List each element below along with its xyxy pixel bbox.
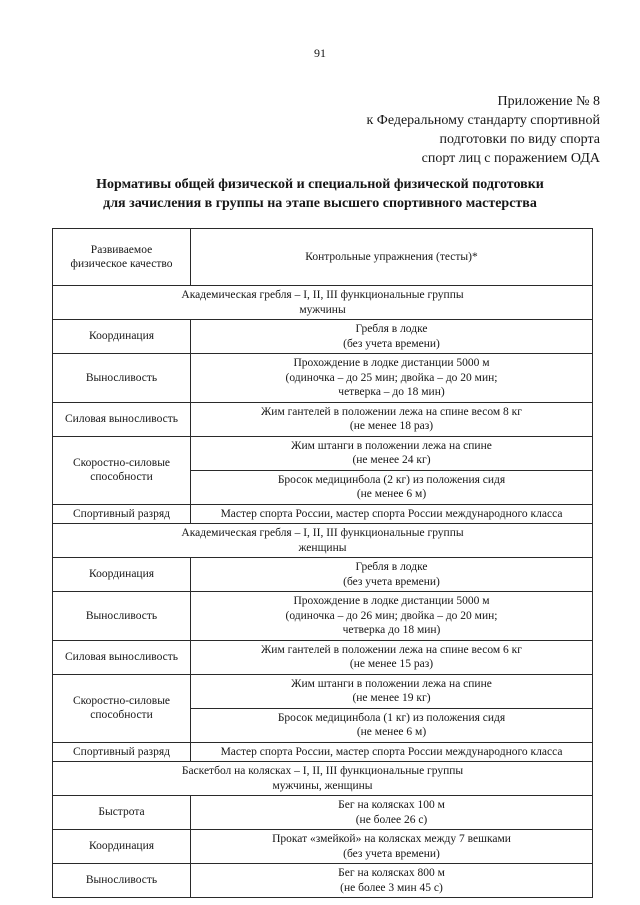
test-line: (без учета времени): [343, 847, 440, 860]
quality-cell: [53, 640, 191, 674]
test-line: Бросок медицинбола (1 кг) из положения сидя: [277, 711, 506, 724]
quality-cell: [53, 796, 191, 830]
group-header-cell: [53, 524, 593, 558]
test-line: (не более 3 мин 45 с): [340, 881, 443, 894]
quality-cell: [53, 830, 191, 864]
quality-line: Спортивный разряд: [73, 507, 170, 520]
test-cell: [191, 708, 593, 742]
group-header-cell: [53, 286, 593, 320]
test-line: (не менее 6 м): [356, 726, 427, 738]
quality-cell: [53, 436, 191, 504]
test-line: Прохождение в лодке дистанции 5000 м: [293, 357, 490, 369]
quality-cell: [53, 592, 191, 641]
quality-line: Силовая выносливость: [65, 412, 178, 425]
appendix-line: к Федеральному стандарту спортивной: [366, 113, 600, 128]
group-header-cell: [53, 762, 593, 796]
table-row: [53, 830, 593, 864]
appendix-line: Приложение № 8: [497, 94, 600, 109]
test-line: Жим гантелей в положении лежа на спине весом 6 кг: [260, 643, 522, 656]
quality-line: Скоростно-силовые: [72, 456, 171, 469]
test-line: (не менее 15 раз): [349, 658, 434, 670]
test-line: Жим гантелей в положении лежа на спине весом 8 кг: [260, 405, 522, 418]
test-cell: [191, 640, 593, 674]
appendix-line: подготовки по виду спорта: [439, 132, 600, 147]
test-cell: [191, 354, 593, 403]
quality-cell: [53, 558, 191, 592]
quality-line: Скоростно-силовые: [72, 694, 171, 707]
test-cell: [191, 558, 593, 592]
test-cell: [191, 830, 593, 864]
quality-line: Быстрота: [98, 806, 145, 819]
table-row: [53, 796, 593, 830]
table-row: [53, 640, 593, 674]
test-line: (без учета времени): [343, 575, 440, 588]
quality-line: Спортивный разряд: [73, 745, 170, 758]
quality-line: способности: [90, 471, 153, 483]
table-row: [53, 354, 593, 403]
quality-cell: [53, 320, 191, 354]
test-line: (одиночка – до 26 мин; двойка – до 20 мин;: [285, 609, 498, 622]
test-line: Гребля в лодке: [355, 323, 428, 335]
test-line: Жим штанги в положении лежа на спине: [291, 677, 492, 690]
test-line: (не менее 18 раз): [349, 420, 434, 432]
quality-line: Координация: [88, 568, 155, 581]
test-cell: [191, 320, 593, 354]
quality-cell: [53, 402, 191, 436]
test-cell: [191, 504, 593, 524]
test-line: (не менее 24 кг): [352, 454, 431, 466]
quality-line: Выносливость: [85, 874, 158, 887]
test-line: Мастер спорта России, мастер спорта России международного класса: [220, 745, 563, 758]
test-line: (одиночка – до 25 мин; двойка – до 20 мин;: [285, 371, 498, 384]
group-header-line: Академическая гребля – I, II, III функциональные группы: [181, 289, 464, 301]
test-line: (не менее 6 м): [356, 488, 427, 500]
document-title: [0, 175, 640, 213]
quality-cell: [53, 674, 191, 742]
appendix-block: [366, 92, 600, 168]
test-line: Бег на колясках 100 м: [338, 799, 445, 811]
test-line: (не менее 19 кг): [352, 692, 431, 704]
table-row: [53, 592, 593, 641]
quality-cell: [53, 504, 191, 524]
quality-cell: [53, 864, 191, 898]
group-header-line: мужчины, женщины: [272, 779, 373, 792]
norms-table: [52, 228, 593, 898]
table-row: [53, 558, 593, 592]
quality-line: способности: [90, 709, 153, 721]
test-cell: [191, 592, 593, 641]
group-header-line: мужчины: [299, 303, 346, 316]
test-line: Бег на колясках 800 м: [338, 867, 445, 879]
quality-line: Выносливость: [85, 371, 158, 384]
norms-table-body: [53, 286, 593, 898]
test-cell: [191, 796, 593, 830]
group-header-row: [53, 524, 593, 558]
table-row: [53, 504, 593, 524]
quality-line: Координация: [88, 840, 155, 853]
test-line: Бросок медицинбола (2 кг) из положения сидя: [277, 473, 506, 486]
page-number: 91: [314, 46, 326, 60]
test-cell: [191, 864, 593, 898]
header-quality: [53, 229, 191, 286]
header-quality-line: физическое качество: [70, 258, 173, 270]
header-tests-line: Контрольные упражнения (тесты)*: [305, 250, 478, 263]
table-row: [53, 436, 593, 470]
test-cell: [191, 674, 593, 708]
test-line: Прокат «змейкой» на колясках между 7 вешками: [272, 833, 511, 845]
header-tests: [191, 229, 593, 286]
test-cell: [191, 436, 593, 470]
quality-line: Силовая выносливость: [65, 650, 178, 663]
table-header-row: [53, 229, 593, 286]
test-line: (без учета времени): [343, 337, 440, 350]
table-row: [53, 320, 593, 354]
test-line: четверка – до 18 мин): [338, 386, 445, 398]
test-line: (не более 26 с): [355, 813, 428, 826]
test-cell: [191, 470, 593, 504]
test-line: Гребля в лодке: [355, 561, 428, 573]
table-row: [53, 402, 593, 436]
group-header-row: [53, 762, 593, 796]
group-header-line: женщины: [298, 541, 347, 554]
group-header-row: [53, 286, 593, 320]
header-quality-line: Развиваемое: [90, 243, 153, 256]
test-cell: [191, 742, 593, 762]
test-line: Мастер спорта России, мастер спорта России международного класса: [220, 507, 563, 520]
table-row: [53, 742, 593, 762]
test-line: Жим штанги в положении лежа на спине: [291, 439, 492, 452]
quality-line: Координация: [88, 330, 155, 343]
group-header-line: Академическая гребля – I, II, III функциональные группы: [181, 527, 464, 539]
test-line: Прохождение в лодке дистанции 5000 м: [293, 595, 490, 607]
table-row: [53, 674, 593, 708]
quality-cell: [53, 742, 191, 762]
title-line: для зачисления в группы на этапе высшего спортивного мастерства: [103, 196, 537, 211]
table-row: [53, 864, 593, 898]
quality-line: Выносливость: [85, 609, 158, 622]
test-cell: [191, 402, 593, 436]
title-line: Нормативы общей физической и специальной физической подготовки: [96, 177, 544, 192]
appendix-line: спорт лиц с поражением ОДА: [421, 151, 600, 166]
test-line: четверка до 18 мин): [342, 624, 441, 636]
group-header-line: Баскетбол на колясках – I, II, III функциональные группы: [181, 765, 464, 777]
quality-cell: [53, 354, 191, 403]
